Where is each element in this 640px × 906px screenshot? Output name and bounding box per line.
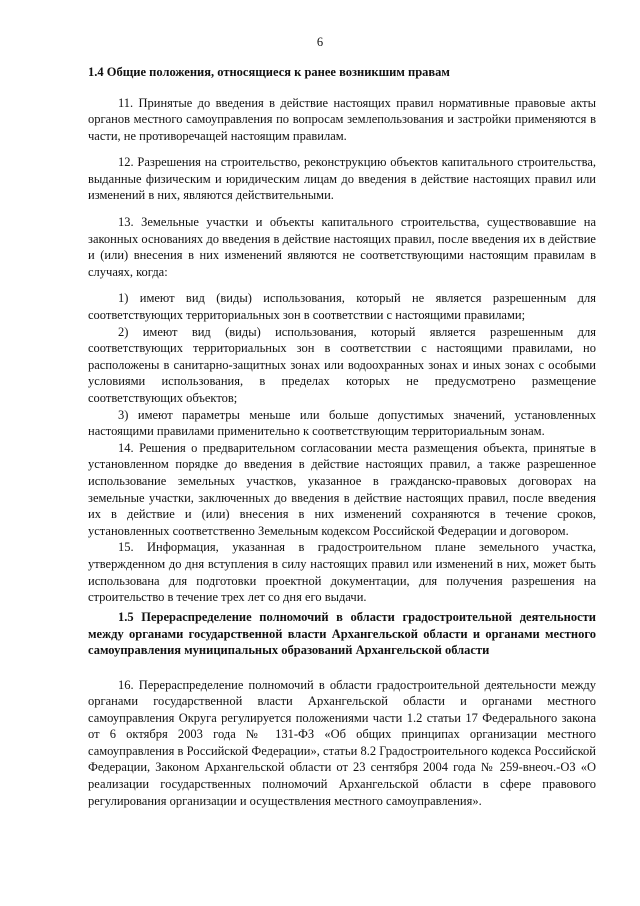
section-heading: 1.5 Перераспределение полномочий в области градостроительной деятельности между органами государственной власти Архангельской области и органами местного самоуправления муниципальных образований Архангельской области: [88, 610, 596, 657]
list-item-1: 1) имеют вид (виды) использования, который не является разрешенным для соответствующих территориальных зон в соответствии с настоящими правилами;: [88, 291, 596, 323]
paragraph-11: 11. Принятые до введения в действие настоящих правил нормативные правовые акты органов местного самоуправления по вопросам землепользования и застройки применяются в части, не противоречащей настоящим правилам.: [88, 95, 596, 143]
section-heading: 1.4 Общие положения, относящиеся к ранее возникшим правам: [88, 65, 450, 79]
list-item-3: 3) имеют параметры меньше или больше допустимых значений, установленных настоящими правилами применительно к соответствующим территориальным зонам.: [88, 407, 596, 439]
section-1-4: [88, 64, 596, 606]
paragraph-14: 14. Решения о предварительном согласовании места размещения объекта, принятые в установленном порядке до введения в действие настоящих правил, а также разрешенное использование земельных участков, указанное в гражданско-правовых договорах на земельные участки, заключенных до введения в действие настоящих правил, после введения их в действие и (или) внесения в них изменений сохраняются в течение сроков, установленных соответственно Земельным кодексом Российской Федерации и договором.: [88, 440, 596, 538]
list-item-2: 2) имеют вид (виды) использования, который является разрешенным для соответствующих территориальных зон в соответствии с настоящими правилами, но расположены в санитарно-защитных зонах или водоохранных зонах и иных зонах с особыми условиями использования, в пределах которых не предусмотрено размещение соответствующих объектов;: [88, 324, 596, 405]
paragraph-12: 12. Разрешения на строительство, реконструкцию объектов капитального строительства, выданные физическим и юридическим лицам до введения в действие настоящих правил или изменений в них, являются действительными.: [88, 155, 596, 203]
page-number: 6: [316, 35, 324, 49]
paragraph-13: 13. Земельные участки и объекты капитального строительства, существовавшие на законных основаниях до введения в действие настоящих правил, после введения их в действие и (или) внесения в них изменений являются не соответствующими настоящим правилам в случаях, когда:: [88, 215, 596, 279]
section-1-5: [88, 609, 596, 809]
paragraph-15: 15. Информация, указанная в градостроительном плане земельного участка, утвержденном до дня вступления в силу настоящих правил или изменений в них, может быть использована для подготовки проектной документации, для получения разрешения на строительство в течение трех лет со дня его выдачи.: [88, 540, 596, 605]
paragraph-16: 16. Перераспределение полномочий в области градостроительной деятельности между органами государственной власти Архангельской области и органами местного самоуправления Округа регулируется положениями части 1.2 статьи 17 Федерального закона от 6 октября 2003 года № 131-ФЗ «Об общих принципах организации местного самоуправления в Российской Федерации», статьи 8.2 Градостроительного кодекса Российской Федерации, Законом Архангельской области от 23 сентября 2004 года № 259-внеоч.-ОЗ «О реализации государственных полномочий Архангельской области в сфере правового регулирования организации и осуществления местного самоуправления».: [88, 677, 596, 808]
